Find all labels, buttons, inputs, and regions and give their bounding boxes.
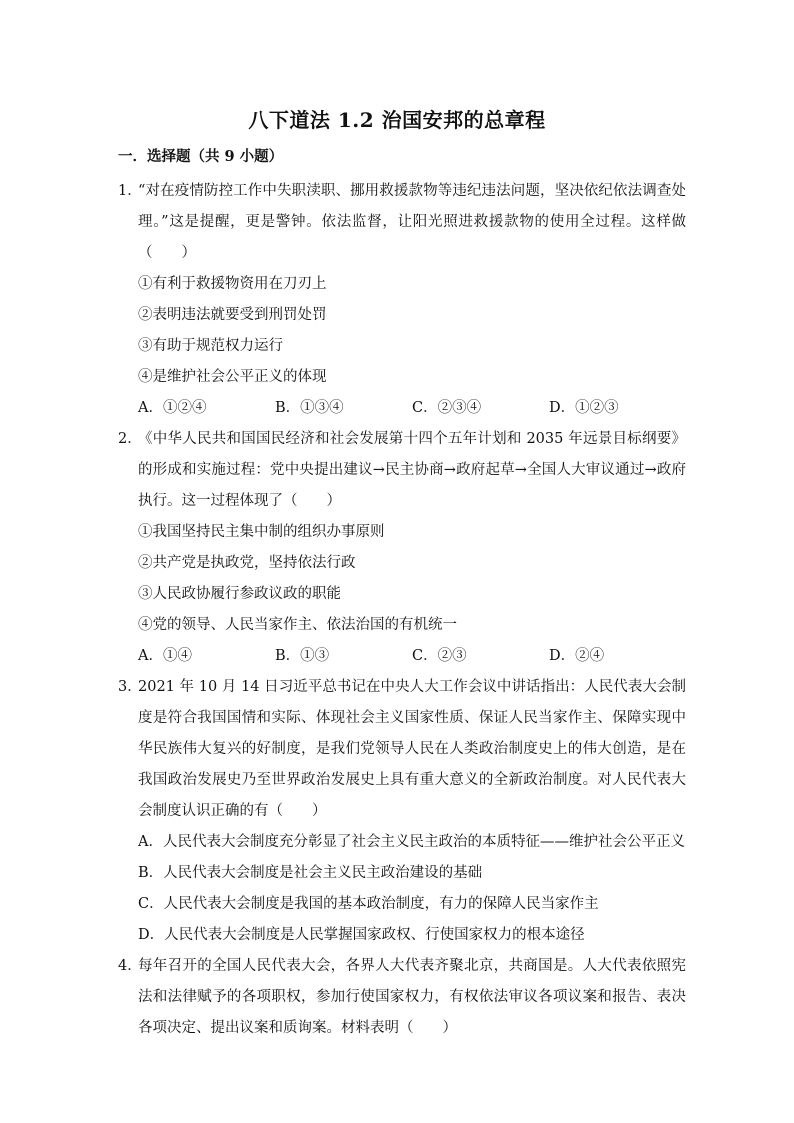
question-text: 每年召开的全国人民代表大会，各界人大代表齐聚北京，共商国是。人大代表依照宪法和法律赋予的各项职权，参加行使国家权力，有权依法审议各项议案和报告、表决各项决定、提出议案和质询案。材料表明（ ） [138,958,686,1036]
answer-choices [138,393,686,424]
section-heading: 一．选择题（共 9 小题） [118,148,284,165]
choice-a: A．①④ [138,648,192,664]
question-option: ①我国坚持民主集中制的组织办事原则 [138,524,385,540]
question-2 [118,424,686,672]
question-text: 《中华人民共和国国民经济和社会发展第十四个五年计划和 2035 年远景目标纲要》的形成和实施过程：党中央提出建议→民主协商→政府起草→全国人大审议通过→政府执行。这一过程体现了（ ） [138,431,686,509]
choice-c: C．②③ [412,648,467,664]
question-1 [118,176,686,424]
choice-d: D．人民代表大会制度是人民掌握国家政权、行使国家权力的根本途径 [138,927,585,943]
question-text: “对在疫情防控工作中失职渎职、挪用救援款物等违纪违法问题，坚决依纪依法调查处理。”这是提醒，更是警钟。依法监督，让阳光照进救援款物的使用全过程。这样做（ ） [138,183,686,261]
page-title: 八下道法 1.2 治国安邦的总章程 [248,108,546,132]
choice-d: D．①②③ [549,400,619,416]
choice-b: B．人民代表大会制度是社会主义民主政治建设的基础 [138,865,483,881]
choice-c: C．②③④ [412,400,482,416]
question-text: 2021 年 10 月 14 日习近平总书记在中央人大工作会议中讲话指出：人民代表大会制度是符合我国国情和实际、体现社会主义国家性质、保证人民当家作主、保障实现中华民族伟大复兴的好制度，是我们党领导人民在人类政治制度史上的伟大创造，是在我国政治发展史乃至世界政治发展史上具有重大意义的全新政治制度。对人民代表大会制度认识正确的有（ ） [138,679,686,819]
choice-a: A．①②④ [138,400,207,416]
question-option: ④是维护社会公平正义的体现 [138,369,327,385]
question-option: ④党的领导、人民当家作主、依法治国的有机统一 [138,617,457,633]
choice-a: A．人民代表大会制度充分彰显了社会主义民主政治的本质特征——维护社会公平正义 [138,834,685,850]
choice-d: D．②④ [549,648,605,664]
question-option: ③有助于规范权力运行 [138,338,283,354]
question-number: 1． [118,183,142,199]
question-number: 2． [118,431,142,447]
question-number: 4． [118,958,142,974]
question-3 [118,672,686,951]
question-option: ①有利于救援物资用在刀刃上 [138,276,327,292]
answer-choices [138,641,686,672]
question-number: 3． [118,679,142,695]
choice-b: B．①③④ [275,400,344,416]
question-list [118,176,686,1044]
question-option: ②共产党是执政党，坚持依法行政 [138,555,356,571]
choice-b: B．①③ [275,648,330,664]
question-4 [118,951,686,1044]
choice-c: C．人民代表大会制度是我国的基本政治制度，有力的保障人民当家作主 [138,896,599,912]
question-option: ②表明违法就要受到刑罚处罚 [138,307,327,323]
question-option: ③人民政协履行参政议政的职能 [138,586,341,602]
